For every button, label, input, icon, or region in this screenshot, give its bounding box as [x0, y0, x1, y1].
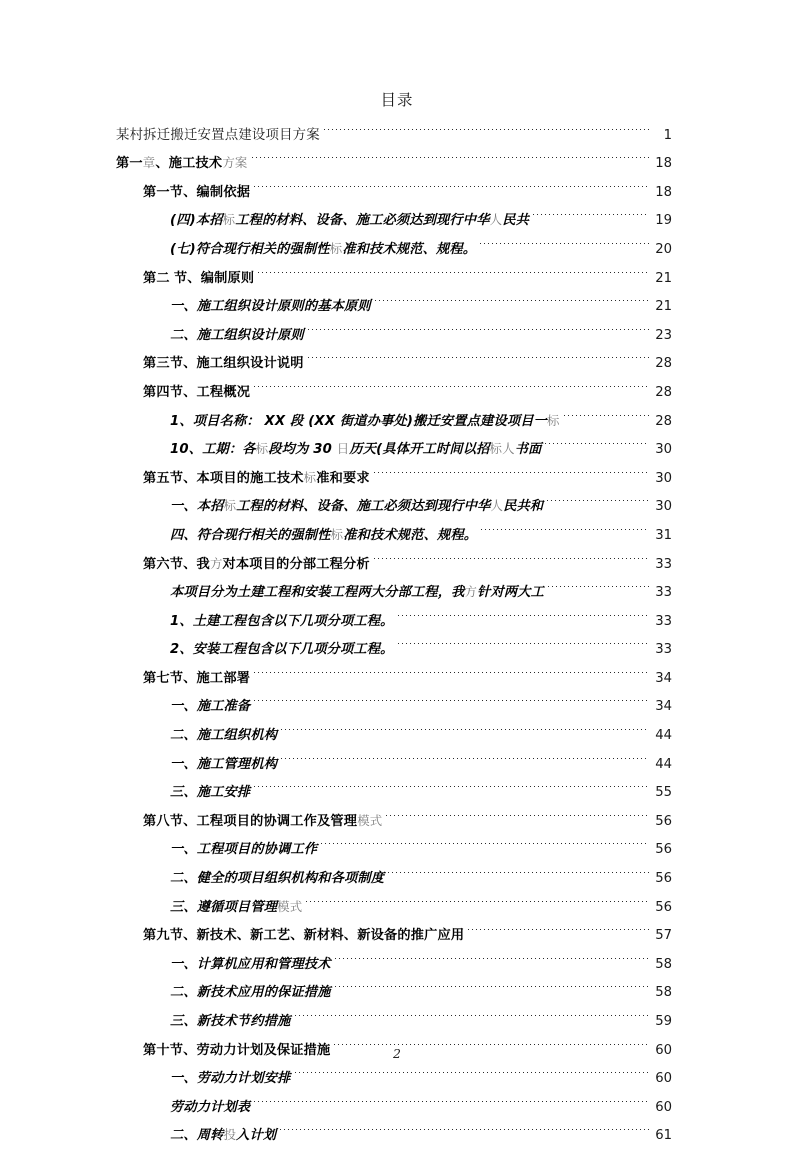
toc-entry-page-number: 56 — [655, 871, 672, 887]
toc-label-run-faint: 方 — [209, 555, 223, 571]
toc-dot-leader — [321, 825, 649, 854]
toc-label-run-faint: 日 — [336, 441, 350, 457]
toc-entry[interactable] — [0, 653, 794, 686]
toc-entry-page-number: 19 — [655, 213, 672, 229]
toc-entry-page-number: 33 — [655, 613, 672, 629]
page-number-footer: 2 — [393, 1046, 401, 1061]
toc-label-run: 1、项目名称： XX 段 (XX 街道办事处)搬迁安置点建设项目一 — [170, 413, 547, 429]
toc-entry-label: 第七节、施工部署 — [143, 670, 251, 686]
toc-entry-label: 第十节、劳动力计划及保证措施 — [143, 1042, 331, 1058]
toc-dot-leader — [547, 482, 649, 511]
toc-dot-leader — [548, 568, 649, 597]
page-title: 目录 — [380, 91, 414, 109]
toc-dot-leader — [254, 682, 649, 711]
toc-entry[interactable] — [0, 110, 794, 143]
toc-entry-page-number: 28 — [655, 413, 672, 429]
toc-label-run-faint: 标 — [330, 526, 344, 542]
toc-label-run: 二、周转 — [170, 1128, 224, 1144]
toc-entry-label: 二、施工组织设计原则 — [170, 327, 304, 343]
toc-entry[interactable] — [0, 539, 794, 572]
toc-label-run: 针对两大工 — [477, 585, 545, 601]
toc-dot-leader — [254, 167, 649, 196]
toc-entry-page-number: 33 — [655, 585, 672, 601]
toc-label-run: 第五节、本项目的施工技术 — [143, 470, 304, 486]
toc-label-run: 准和技术规范、规程。 — [343, 527, 478, 543]
toc-entry-label — [170, 407, 560, 437]
toc-dot-leader — [258, 253, 649, 282]
toc-dot-leader — [398, 625, 649, 654]
toc-entry[interactable] — [0, 796, 794, 829]
toc-dot-leader — [375, 282, 649, 311]
toc-dot-leader — [281, 739, 649, 768]
toc-dot-leader — [374, 453, 649, 482]
toc-entry-label — [143, 264, 254, 294]
toc-dot-leader — [533, 196, 649, 225]
toc-label-run-faint: 标 — [223, 498, 237, 514]
toc-entry-page-number: 28 — [655, 384, 672, 400]
toc-label-run: (四)本招 — [170, 213, 223, 229]
toc-entry-label: 一、施工组织设计原则的基本原则 — [170, 299, 371, 315]
toc-label-run: 第六节、我 — [143, 556, 210, 572]
toc-label-run: 工程的材料、设备、施工必须达到现行中华 — [236, 499, 491, 515]
toc-label-run-faint: 标 — [222, 212, 236, 228]
toc-entry-label: 二、健全的项目组织机构和各项制度 — [170, 871, 385, 887]
table-of-contents — [0, 110, 794, 1144]
toc-label-run-faint: 标 — [547, 412, 560, 428]
toc-entry-label: 一、施工管理机构 — [170, 756, 278, 772]
toc-dot-leader — [480, 224, 649, 253]
toc-dot-leader — [386, 796, 649, 825]
toc-entry-page-number: 21 — [655, 270, 672, 286]
toc-label-run-faint: 方案 — [222, 155, 248, 171]
toc-label-run: 入计划 — [236, 1128, 277, 1144]
toc-label-run-faint: 标 — [255, 441, 269, 457]
toc-entry-page-number: 21 — [655, 299, 672, 315]
toc-dot-leader — [324, 110, 649, 139]
toc-entry-label: 劳动力计划表 — [170, 1099, 251, 1115]
toc-label-run: 对本项目的分部工程分析 — [222, 556, 370, 572]
toc-dot-leader — [308, 310, 649, 339]
toc-entry-page-number: 20 — [655, 241, 672, 257]
toc-label-run-faint: 标 — [303, 469, 317, 485]
toc-dot-leader — [388, 853, 649, 882]
toc-entry[interactable] — [0, 853, 794, 887]
toc-dot-leader — [374, 539, 649, 568]
toc-entry-label — [143, 464, 370, 494]
toc-label-run-faint: 人 — [490, 498, 504, 514]
toc-entry-label: 三、新技术节约措施 — [170, 1014, 291, 1029]
toc-label-run: 10、工期：各 — [170, 442, 256, 458]
toc-entry-page-number: 34 — [655, 670, 672, 686]
toc-label-run: 民共 — [502, 213, 529, 229]
toc-entry-page-number: 61 — [655, 1128, 672, 1144]
toc-entry-label: 一、劳动力计划安排 — [170, 1071, 291, 1087]
toc-entry-page-number: 55 — [655, 785, 672, 801]
toc-dot-leader — [254, 653, 649, 682]
toc-dot-leader — [398, 596, 649, 625]
toc-entry[interactable] — [0, 482, 794, 515]
toc-label-run: 工程的材料、设备、施工必须达到现行中华 — [235, 213, 490, 229]
toc-entry[interactable] — [0, 939, 794, 972]
toc-label-run-faint: 模式 — [357, 812, 383, 828]
toc-dot-leader — [306, 882, 649, 911]
toc-label-run-faint: 方 — [464, 584, 478, 600]
toc-entry[interactable] — [0, 625, 794, 658]
toc-entry[interactable] — [0, 310, 794, 343]
toc-label-run-faint: 模式 — [277, 898, 303, 914]
toc-entry[interactable] — [0, 196, 794, 229]
toc-label-run-faint: 人 — [489, 212, 503, 228]
toc-entry[interactable] — [0, 1082, 794, 1115]
toc-dot-leader — [254, 1082, 649, 1111]
toc-entry-label: 2、安装工程包含以下几项分项工程。 — [170, 642, 394, 658]
toc-entry-page-number: 23 — [655, 327, 672, 343]
toc-dot-leader — [295, 996, 650, 1025]
toc-entry[interactable] — [0, 682, 794, 715]
toc-dot-leader — [281, 710, 649, 739]
toc-entry-page-number: 57 — [655, 928, 672, 944]
toc-entry-page-number: 34 — [655, 699, 672, 715]
toc-dot-leader — [254, 367, 649, 396]
toc-entry-page-number: 56 — [655, 842, 672, 858]
toc-entry-page-number: 1 — [663, 127, 672, 143]
toc-entry-label: 某村拆迁搬迁安置点建设项目方案 — [116, 127, 320, 143]
toc-entry-label: 一、工程项目的协调工作 — [170, 842, 318, 858]
toc-label-run: 民共和 — [503, 499, 544, 515]
toc-entry-label: 二、新技术应用的保证措施 — [170, 985, 331, 1001]
toc-label-run: 段均为 30 — [268, 442, 337, 458]
toc-entry[interactable] — [0, 739, 794, 772]
toc-entry[interactable] — [0, 596, 794, 629]
toc-entry[interactable] — [0, 1111, 794, 1144]
toc-dot-leader — [308, 339, 649, 368]
toc-entry[interactable] — [0, 396, 794, 429]
toc-dot-leader — [335, 968, 649, 997]
toc-label-run: 、施工技术 — [155, 156, 223, 172]
toc-label-run: 第一 — [116, 156, 143, 172]
toc-entry-label: 第一节、编制依据 — [143, 184, 251, 200]
toc-label-run: 历天(具体开工时间以招 — [349, 442, 490, 458]
toc-entry-page-number: 18 — [655, 184, 672, 200]
toc-entry[interactable] — [0, 453, 794, 486]
toc-entry-page-number: 44 — [655, 756, 672, 772]
toc-dot-leader — [468, 911, 649, 940]
toc-entry-label: 第四节、工程概况 — [143, 384, 251, 400]
toc-entry[interactable] — [0, 568, 794, 601]
toc-entry-page-number: 31 — [655, 527, 672, 543]
toc-label-run: 第八节、工程项目的协调工作及管理 — [143, 813, 358, 829]
toc-dot-leader — [564, 396, 649, 425]
toc-entry[interactable] — [0, 911, 794, 944]
toc-entry[interactable] — [0, 768, 794, 801]
toc-label-run: 第二 — [143, 270, 170, 286]
toc-dot-leader — [335, 939, 649, 968]
toc-entry[interactable] — [0, 710, 794, 744]
toc-entry[interactable] — [0, 996, 794, 1029]
toc-entry-page-number: 30 — [655, 499, 672, 515]
toc-entry-page-number: 59 — [655, 1014, 672, 1029]
toc-label-run: 本项目分为土建工程和安装工程两大分部工程，我 — [170, 585, 465, 601]
toc-entry-label: 三、施工安排 — [170, 785, 251, 801]
toc-entry-page-number: 60 — [655, 1042, 672, 1058]
toc-entry[interactable] — [0, 339, 794, 372]
toc-label-run: 准和要求 — [316, 470, 370, 486]
toc-label-run-faint: 章 — [142, 155, 156, 171]
toc-entry-label: 二、施工组织机构 — [170, 728, 278, 744]
toc-label-run: 一、本招 — [170, 499, 224, 515]
toc-label-run: 书面 — [514, 442, 542, 458]
toc-entry-page-number: 28 — [655, 356, 672, 372]
toc-entry-label: 第三节、施工组织设计说明 — [143, 356, 304, 372]
toc-entry[interactable] — [0, 882, 794, 915]
toc-label-run: (七)符合现行相关的强制性 — [170, 241, 330, 257]
toc-entry-page-number: 58 — [655, 956, 672, 972]
toc-label-run: 准和技术规范、规程。 — [342, 241, 477, 257]
toc-dot-leader — [254, 768, 649, 797]
toc-entry-page-number: 44 — [655, 728, 672, 744]
toc-label-run-faint: 投 — [223, 1127, 237, 1143]
toc-label-run: 三、遵循项目管理 — [170, 899, 278, 915]
toc-entry-page-number: 33 — [655, 556, 672, 572]
toc-entry[interactable] — [0, 825, 794, 858]
toc-entry-label — [170, 1121, 276, 1151]
toc-label-run-faint: 标 — [489, 441, 503, 457]
toc-entry-label — [143, 550, 370, 580]
toc-entry-label — [170, 893, 302, 923]
toc-dot-leader — [545, 425, 649, 454]
toc-entry-label: 1、土建工程包含以下几项分项工程。 — [170, 613, 394, 629]
toc-entry-page-number: 30 — [655, 470, 672, 486]
toc-entry-label — [116, 149, 248, 179]
toc-label-run: 四、符合现行相关的强制性 — [170, 527, 331, 543]
toc-entry-label: 一、施工准备 — [170, 699, 251, 715]
toc-entry-page-number: 18 — [655, 156, 672, 172]
toc-entry-page-number: 60 — [655, 1071, 672, 1087]
toc-dot-leader — [252, 139, 650, 168]
toc-entry-page-number: 56 — [655, 899, 672, 915]
toc-label-run-faint: 标 — [329, 240, 343, 256]
toc-entry-label — [170, 206, 529, 236]
toc-entry[interactable] — [0, 282, 794, 315]
toc-entry[interactable] — [0, 367, 794, 400]
toc-entry-page-number: 56 — [655, 813, 672, 829]
toc-entry[interactable] — [0, 253, 794, 286]
toc-entry-page-number: 60 — [655, 1099, 672, 1115]
toc-label-run-faint: 人 — [502, 441, 515, 457]
toc-entry-label: 一、计算机应用和管理技术 — [170, 956, 331, 972]
toc-entry-label: 第九节、新技术、新工艺、新材料、新设备的推广应用 — [143, 928, 465, 944]
toc-entry-page-number: 58 — [655, 985, 672, 1001]
toc-entry[interactable] — [0, 968, 794, 1001]
toc-entry-page-number: 33 — [655, 642, 672, 658]
toc-entry-page-number: 30 — [655, 442, 672, 458]
toc-dot-leader — [280, 1111, 649, 1140]
toc-dot-leader — [481, 510, 649, 539]
toc-label-run: 节、编制原则 — [173, 270, 255, 286]
